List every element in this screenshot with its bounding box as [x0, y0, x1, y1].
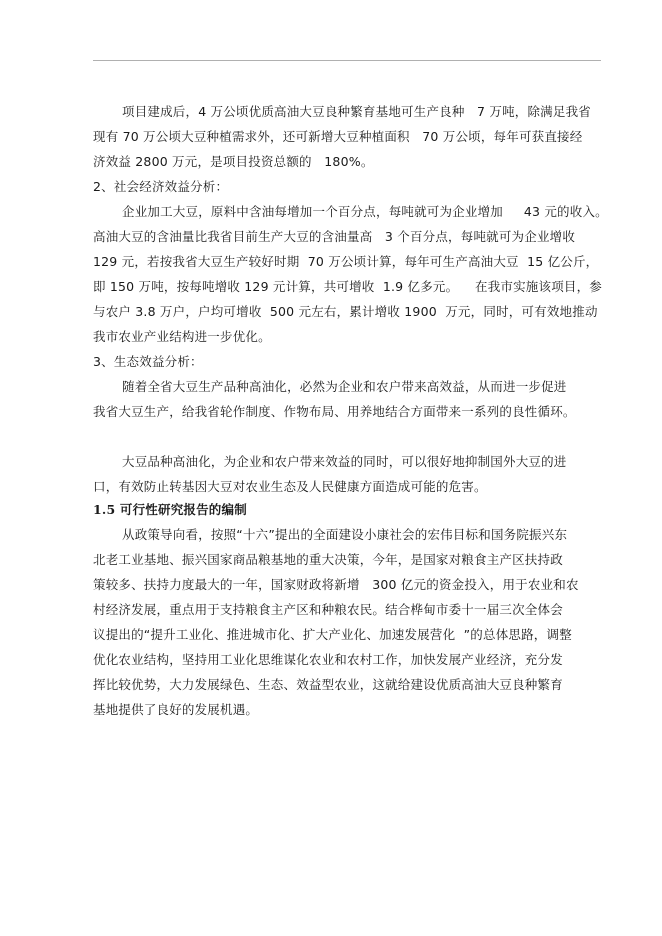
text-line: 与农户 3.8 万户，户均可增收 500 元左右，累计增收 1900 万元，同时，可有效地推动	[93, 304, 598, 319]
text-line: 企业加工大豆，原料中含油每增加一个百分点，每吨就可为企业增加 43 元的收入。	[122, 204, 608, 219]
text-line: 即 150 万吨，按每吨增收 129 元计算，共可增收 1.9 亿多元。 在我市实施该项目，参	[93, 279, 603, 294]
text-line: 挥比较优势，大力发展绿色、生态、效益型农业，这就给建设优质高油大豆良种繁育	[93, 677, 563, 692]
text-line: 从政策导向看，按照“十六”提出的全面建设小康社会的宏伟目标和国务院振兴东	[122, 527, 568, 542]
header-rule	[93, 60, 601, 61]
text-line: 村经济发展，重点用于支持粮食主产区和种粮农民。结合桦甸市委十一届三次全体会	[93, 602, 563, 617]
text-line: 高油大豆的含油量比我省目前生产大豆的含油量高 3 个百分点，每吨就可为企业增收	[93, 229, 576, 244]
text-line: 大豆品种高油化，为企业和农户带来效益的同时，可以很好地抑制国外大豆的进	[122, 454, 567, 469]
text-line: 基地提供了良好的发展机遇。	[93, 702, 259, 717]
text-line: 口，有效防止转基因大豆对农业生态及人民健康方面造成可能的危害。	[93, 479, 487, 494]
text-line: 我省大豆生产，给我省轮作制度、作物布局、用养地结合方面带来一系列的良性循环。	[93, 404, 576, 419]
text-line: 议提出的“提升工业化、推进城市化、扩大产业化、加速发展营化 ”的总体思路，调整	[93, 627, 572, 642]
text-line: 我市农业产业结构进一步优化。	[93, 329, 271, 344]
text-line: 北老工业基地、振兴国家商品粮基地的重大决策，今年，是国家对粮食主产区扶持政	[93, 552, 563, 567]
section-heading: 3、生态效益分析：	[93, 354, 203, 369]
section-heading: 2、社会经济效益分析：	[93, 179, 229, 194]
text-line: 优化农业结构，坚持用工业化思维谋化农业和农村工作，加快发展产业经济，充分发	[93, 652, 563, 667]
section-heading: 1.5 可行性研究报告的编制	[93, 502, 247, 517]
text-line: 济效益 2800 万元，是项目投资总额的 180%。	[93, 154, 374, 169]
text-line: 现有 70 万公顷大豆种植需求外，还可新增大豆种植面积 70 万公顷，每年可获直接经	[93, 129, 583, 144]
text-line: 129 元，若按我省大豆生产较好时期 70 万公顷计算，每年可生产高油大豆 15 亿公斤，	[93, 254, 599, 269]
text-line: 随着全省大豆生产品种高油化，必然为企业和农户带来高效益，从而进一步促进	[122, 379, 567, 394]
text-line: 项目建成后，4 万公顷优质高油大豆良种繁育基地可生产良种 7 万吨，除满足我省	[122, 104, 591, 119]
text-line: 策较多、扶持力度最大的一年，国家财政将新增 300 亿元的资金投入，用于农业和农	[93, 577, 579, 592]
